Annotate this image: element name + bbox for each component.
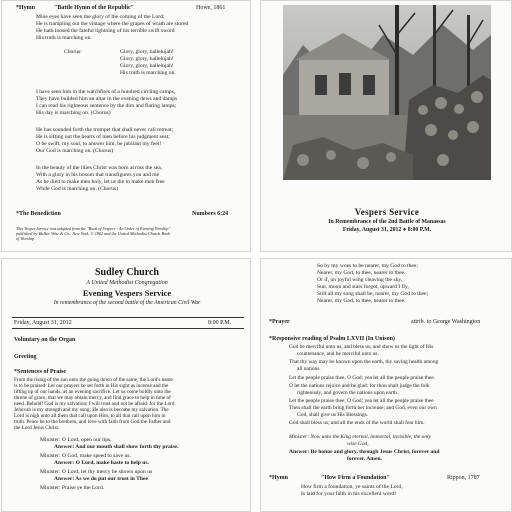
voluntary-heading: Voluntary on the Organ	[14, 337, 76, 343]
sentence-line: truth. Peace be to the brethren, and love with faith from God the Father and	[14, 419, 171, 425]
service-date: Friday, August 31, 2012	[14, 320, 72, 326]
footnote-line: of Worship.	[16, 236, 36, 241]
answer-line: Answer: As we do put our trust in Thee	[54, 476, 148, 482]
cover-date: Friday, August 31, 2012 ● 8:00 P.M.	[342, 227, 432, 233]
verse-line: He hath loosed the fateful lightning of his terrible swift sword	[36, 28, 175, 34]
hymn-line: Nearer, my God, to thee, nearer to thee.	[317, 270, 406, 276]
verse-line: Our God is marching on. (Chorus)	[36, 148, 114, 154]
psalm-line: Let the people praise thee, O God; yea let all the people praise thee	[289, 398, 434, 404]
answer-line: Answer: And our mouth shall show forth thy praise.	[54, 444, 179, 450]
hymn2-credit: Rippon, 1787	[447, 475, 480, 481]
divider	[12, 328, 244, 329]
hymn2-line: How firm a foundation, ye saints of the Lord,	[301, 484, 403, 490]
hymn-line: So by my woes to be nearer, my God to thee;	[317, 263, 418, 269]
answer-closing-cont: forever. Amen.	[347, 456, 382, 462]
psalm-line: That thy way may be known upon the earth, thy saving health among	[289, 359, 439, 365]
sentence-line: is to be praised. Let our prayers be set forth in His sight as incense and the	[14, 383, 169, 389]
prayer-heading: *Prayer	[269, 319, 290, 325]
sentence-line: lifting up of our hands, as an evening sacrifice. Let us come boldly unto the	[14, 389, 171, 395]
hymn-credit: Howe, 1861	[196, 5, 226, 11]
psalm-line: God shall bless us; and all the ends of the world shall fear him.	[289, 420, 425, 426]
hymn-line: Nearer, my God, to thee, nearer to thee.	[317, 298, 406, 304]
verse-line: I have seen him in the watchfires of a hundred circling camps,	[36, 89, 176, 95]
verse-line: With a glory in his bosom that transfigures you and me	[36, 172, 160, 178]
page-order-of-service	[1, 258, 251, 512]
sentence-line: need. Behold! God is my salvation; I will trust and not be afraid: for the Lord	[14, 401, 175, 407]
sentences-heading: *Sentences of Praise	[14, 369, 66, 375]
service-title: Evening Vespers Service	[82, 288, 172, 298]
hymn-line: Or if, on joyful wing cleaving the sky,	[317, 277, 403, 283]
chorus-label: Chorus:	[64, 49, 82, 55]
congregation: A United Methodist Congregation	[86, 280, 168, 286]
divider	[12, 317, 244, 318]
minister-closing: Minister: Now unto the King eternal, immortal, invisible, the only	[289, 434, 431, 440]
church-name: Sudley Church	[94, 267, 159, 278]
sentence-line: From the rising of the sun unto the going down of the same, the Lord's name	[14, 377, 173, 383]
sentence-line: Lord is nigh unto all them that call upon Him, to all that call upon him in	[14, 413, 166, 419]
church-ruins-photo	[283, 5, 491, 180]
remembrance: In remembrance of the second battle of the American Civil War	[53, 300, 201, 306]
verse-line: O be swift, my soul, to answer him, be jubilant my feet!	[36, 141, 162, 147]
sentence-line: the Lord Jesus Christ.	[14, 425, 60, 431]
chorus-line: Glory, glory, hallelujah!	[120, 56, 174, 62]
psalm-line: O let the nations rejoice and be glad: for thou shalt judge the folk	[289, 383, 430, 389]
page-battle-hymn	[1, 0, 251, 252]
cover-title: Vespers Service	[354, 207, 420, 217]
psalm-line: God be merciful unto us, and bless us, and show us the light of His	[289, 344, 434, 350]
cover-subtitle: In Remembrance of the 2nd Battle of Manassas	[328, 219, 446, 225]
minister-line: Minister: O Lord, open our lips.	[40, 437, 112, 443]
answer-line: Answer: O Lord, make haste to help us.	[54, 460, 149, 466]
greeting-heading: Greeting	[14, 354, 37, 360]
answer-closing: Answer: Be honor and glory, through Jesus Christ, forever and	[289, 449, 440, 455]
verse-line: He is trampling out the vintage where the grapes of wrath are stored	[36, 21, 189, 27]
verse-line: His truth is marching on.	[36, 35, 92, 41]
psalm-line: God, shall give us His Blessings.	[297, 412, 369, 418]
chorus-line: Glory, glory, hallelujah!	[120, 49, 174, 55]
verse-line: As he died to make men holy, let us die to make men free	[36, 179, 165, 185]
hymn-line: Still all my song shall be, nearer, my God to thee;	[317, 291, 429, 297]
psalm-line: Then shall the earth bring forth her increase; and God, even our own	[289, 405, 437, 411]
service-time: 8:00 P.M.	[208, 320, 232, 326]
psalm-line: all nations.	[297, 366, 321, 372]
sentence-line: Jehovah is my strength and my song; He also is become my salvation. The	[14, 407, 169, 413]
verse-line: He has sounded forth the trumpet that shall never call retreat;	[36, 127, 173, 133]
benediction-label: *The Benediction	[16, 211, 61, 217]
chorus-line: Glory, glory, hallelujah!	[120, 63, 174, 69]
verse-line: They have builded him an altar in the evening dews and damps	[36, 96, 178, 102]
minister-closing-cont: wise God,	[347, 441, 369, 447]
prayer-credit: attrib. to George Washington	[411, 319, 481, 325]
page-cover	[260, 0, 512, 252]
minister-line: Minister: O God, make speed to save us.	[40, 453, 131, 459]
psalm-line: Let the people praise thee, O God; yea let all the people praise thee.	[289, 375, 435, 381]
hymn2-title: "How Firm a Foundation"	[321, 475, 390, 481]
hymn-title: "Battle Hymn of the Republic"	[54, 5, 134, 11]
hymn-label: *Hymn	[16, 5, 36, 11]
benediction-ref: Numbers 6:24	[192, 211, 229, 217]
footnote-line: This Vesper Service was adapted from the "Book of Vespers - An Order of Evening Worship"	[16, 226, 171, 231]
psalm-line: countenance, and be merciful unto us.	[297, 351, 379, 357]
verse-line: In the beauty of the lilies Christ was born across the sea,	[36, 165, 163, 171]
hymn2-label: *Hymn	[269, 475, 289, 481]
chorus-line: His truth is marching on.	[120, 70, 176, 76]
page-prayer-psalm	[260, 258, 512, 512]
sentence-line: throne of grace, that we may obtain mercy, and find grace to help in time of	[14, 395, 171, 401]
hymn-line: Sun, moon and stars forgot, upward I fly,	[317, 284, 409, 290]
psalm-line: righteously, and govern the nations upon earth.	[297, 390, 399, 396]
verse-line: His day is marching on. (Chorus)	[36, 110, 111, 116]
verse-line: Mine eyes have seen the glory of the coming of the Lord;	[36, 14, 165, 20]
footnote-line: published by Walker Wise & Co., New York, © 1862 and the United Methodist Church Book	[16, 231, 170, 236]
minister-line: Minister: O Lord, let thy mercy be shown upon us	[40, 469, 153, 475]
psalm-heading: *Responsive reading of Psalm LXVII (In Unison)	[269, 336, 395, 342]
verse-line: I can read his righteous sentence by the dim and flaring lamps;	[36, 103, 177, 109]
verse-line: He is sifting out the hearts of men before his judgment seat;	[36, 134, 170, 140]
minister-line: Minister: Praise ye the Lord.	[40, 485, 105, 491]
verse-line: While God is marching on. (Chorus)	[36, 186, 119, 192]
hymn2-line: Is laid for your faith in his excellent word!	[301, 491, 397, 497]
